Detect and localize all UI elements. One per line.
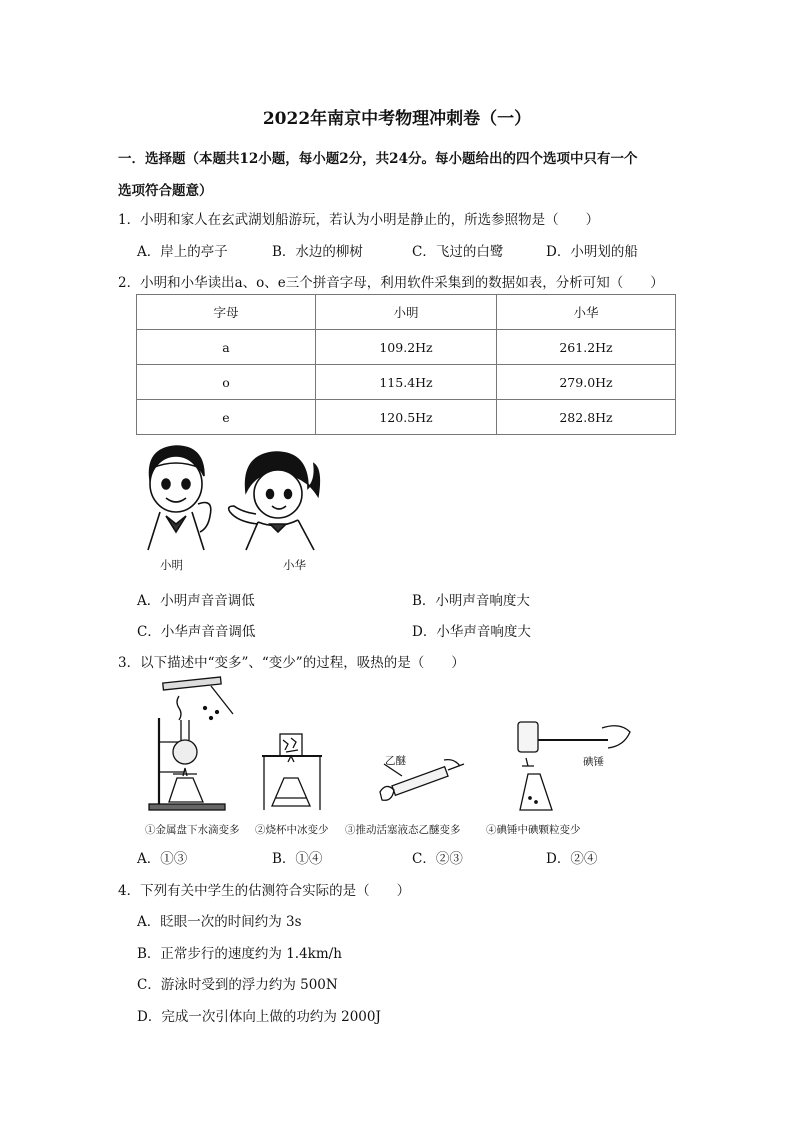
frequency-table [136,294,676,435]
beaker-ice-figure [258,730,326,814]
table-cell: 115.4Hz [316,365,497,400]
table-cell: 109.2Hz [316,330,497,365]
table-cell: 282.8Hz [497,400,676,435]
section-heading-cont: 选项符合题意） [118,183,213,199]
q3-option-a[interactable]: A．①③ [137,851,188,867]
table-row [137,365,676,400]
iodine-hammer-label: 碘锤 [583,756,604,768]
table-row [137,400,676,435]
question-4-stem: 4．下列有关中学生的估测符合实际的是（ ） [118,883,411,899]
table-header: 小华 [497,295,676,330]
q3-option-d[interactable]: D．②④ [546,851,598,867]
table-cell: 120.5Hz [316,400,497,435]
table-cell: o [137,365,316,400]
question-1-stem: 1．小明和家人在玄武湖划船游玩，若认为小明是静止的，所选参照物是（ ） [118,212,600,228]
figure-caption-1: ①金属盘下水滴变多 [145,824,240,836]
q2-option-b[interactable]: B．小明声音响度大 [412,593,530,609]
q1-option-a[interactable]: A．岸上的亭子 [137,244,228,260]
table-header: 小明 [316,295,497,330]
page-title: 2022年南京中考物理冲刺卷（一） [262,109,532,129]
q3-option-c[interactable]: C．②③ [412,851,463,867]
q4-option-b[interactable]: B．正常步行的速度约为 1.4km/h [137,946,342,962]
girl-face [254,470,302,518]
table-row [137,330,676,365]
table-cell: 279.0Hz [497,365,676,400]
table-cell: 261.2Hz [497,330,676,365]
question-3-stem: 3．以下描述中“变多”、“变少”的过程，吸热的是（ ） [118,655,465,671]
q3-option-b[interactable]: B．①④ [272,851,323,867]
q4-option-a[interactable]: A．眨眼一次的时间约为 3s [137,914,302,930]
table-header-row [137,295,676,330]
q2-option-d[interactable]: D．小华声音响度大 [412,624,531,640]
iodine-hammer-figure [512,718,638,816]
table-header: 字母 [137,295,316,330]
figure-label-xiaohua: 小华 [283,558,306,572]
figure-label-xiaoming: 小明 [160,558,183,572]
table-cell: a [137,330,316,365]
q1-option-c[interactable]: C．飞过的白鹭 [412,244,504,260]
figure-caption-2: ②烧杯中冰变少 [255,824,329,836]
q4-option-c[interactable]: C．游泳时受到的浮力约为 500N [137,977,338,993]
section-heading: 一．选择题（本题共12小题，每小题2分，共24分。每小题给出的四个选项中只有一个 [118,151,638,167]
figure-caption-4: ④碘锤中碘颗粒变少 [486,824,581,836]
q1-option-d[interactable]: D．小明划的船 [546,244,638,260]
boy-face [150,456,202,512]
children-illustration [138,440,328,550]
ether-label: 乙醚 [385,755,406,767]
metal-plate-apparatus-figure [145,678,255,814]
q4-option-d[interactable]: D．完成一次引体向上做的功约为 2000J [137,1009,381,1025]
q2-option-a[interactable]: A．小明声音音调低 [137,593,255,609]
table-cell: e [137,400,316,435]
q1-option-b[interactable]: B．水边的柳树 [272,244,363,260]
q2-option-c[interactable]: C．小华声音音调低 [137,624,256,640]
figure-caption-3: ③推动活塞液态乙醚变多 [345,824,461,836]
question-2-stem: 2．小明和小华读出a、o、e三个拼音字母，利用软件采集到的数据如表，分析可知（ ） [118,275,664,291]
